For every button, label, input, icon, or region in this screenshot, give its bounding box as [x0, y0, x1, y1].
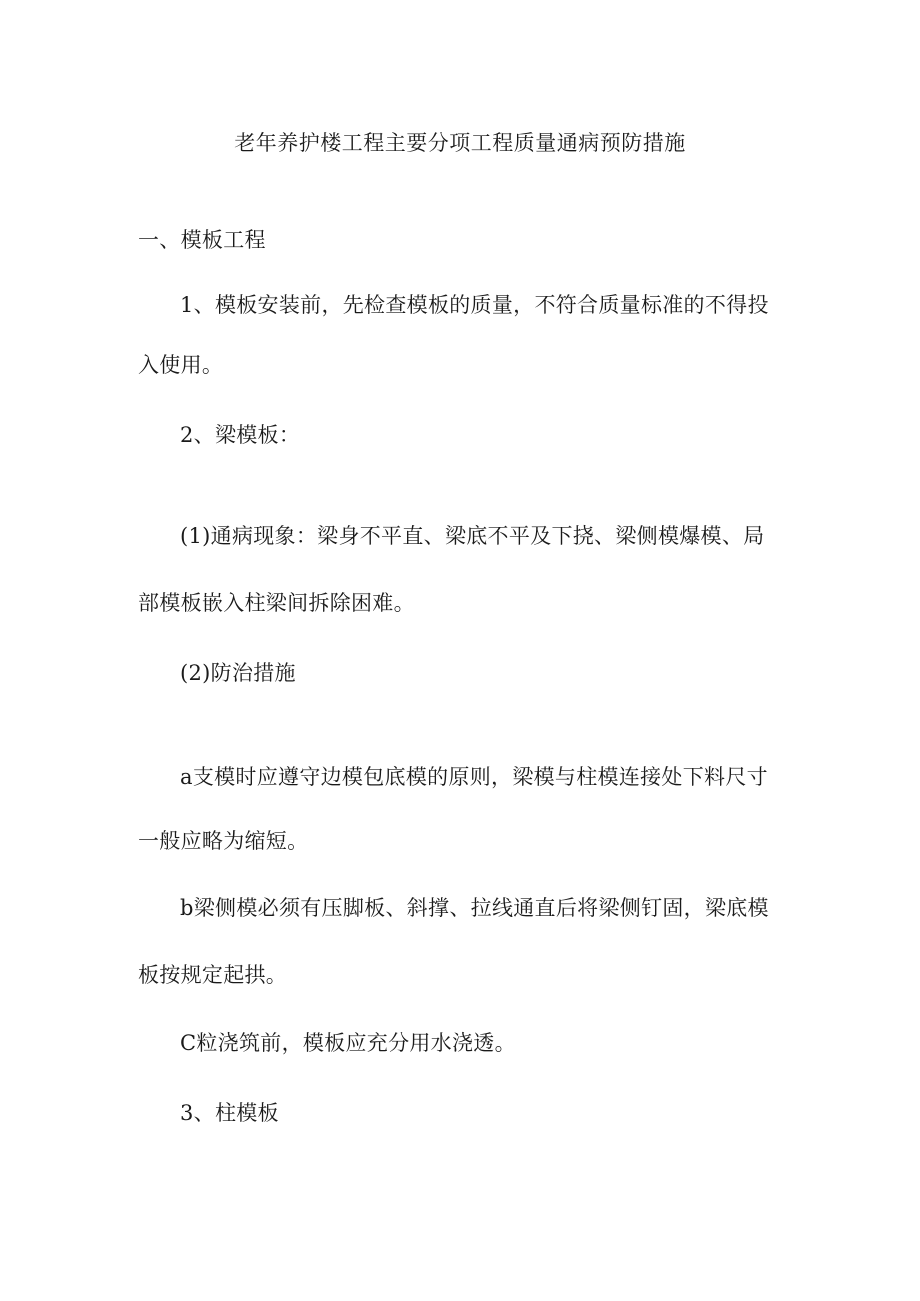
paragraph-line: b梁侧模必须有压脚板、斜撑、拉线通直后将梁侧钉固，梁底模 [180, 896, 769, 920]
paragraph-line: a支模时应遵守边模包底模的原则，梁模与柱模连接处下料尺寸 [180, 765, 768, 789]
paragraph-line: 1、模板安装前，先检查模板的质量，不符合质量标准的不得投 [180, 293, 769, 317]
section-heading: 一、模板工程 [138, 228, 266, 252]
document-title: 老年养护楼工程主要分项工程质量通病预防措施 [234, 131, 686, 155]
paragraph-line: 入使用。 [138, 353, 224, 377]
subheading: 2、梁模板： [180, 423, 301, 447]
paragraph-line: 板按规定起拱。 [138, 963, 288, 987]
paragraph-line: 一般应略为缩短。 [138, 829, 309, 853]
paragraph-line: C粒浇筑前，模板应充分用水浇透。 [180, 1031, 516, 1055]
paragraph-line: (1)通病现象：梁身不平直、梁底不平及下挠、梁侧模爆模、局 [180, 524, 765, 548]
subheading: (2)防治措施 [180, 661, 296, 685]
paragraph-line: 部模板嵌入柱梁间拆除困难。 [138, 591, 415, 615]
subheading: 3、柱模板 [180, 1101, 279, 1125]
